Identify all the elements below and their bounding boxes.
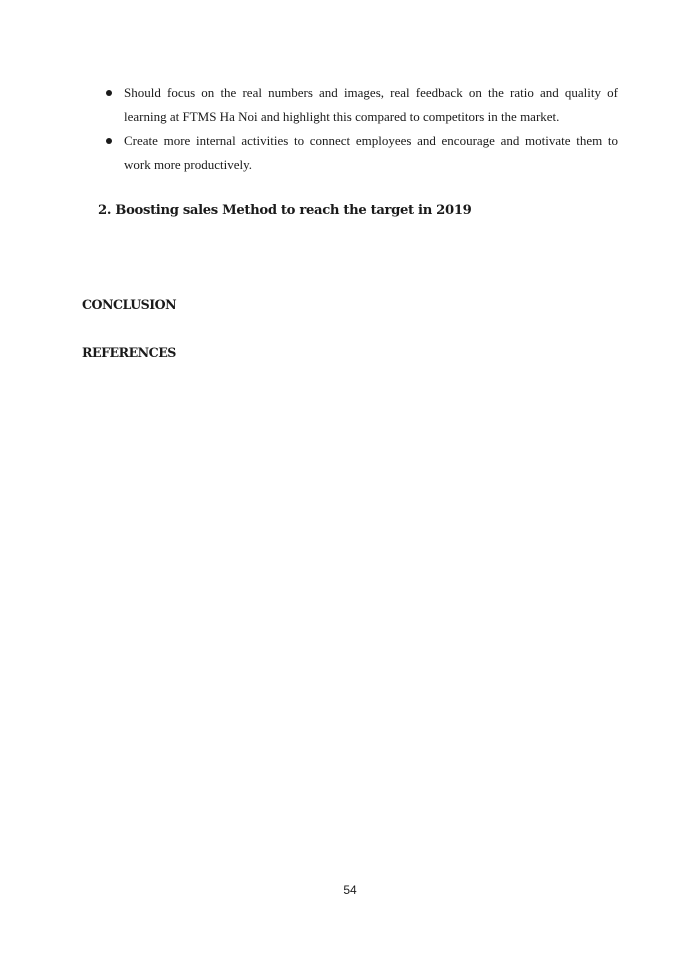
list-item [104,129,618,176]
section-heading: 2. Boosting sales Method to reach the target in 2019 [98,203,472,218]
bullet-icon [106,90,112,96]
bullet-icon [106,138,112,144]
list-item [104,81,618,128]
references-heading: REFERENCES [82,345,176,360]
page-number: 54 [343,883,357,897]
bullet-list [104,81,618,177]
bullet-text: Should focus on the real numbers and images, real feedback on the ratio and quality of learning at FTMS Ha Noi and highlight this compared to competitors in the market. [124,85,618,124]
bullet-text: Create more internal activities to connect employees and encourage and motivate them to work more productively. [124,132,618,172]
conclusion-heading: CONCLUSION [82,297,177,312]
